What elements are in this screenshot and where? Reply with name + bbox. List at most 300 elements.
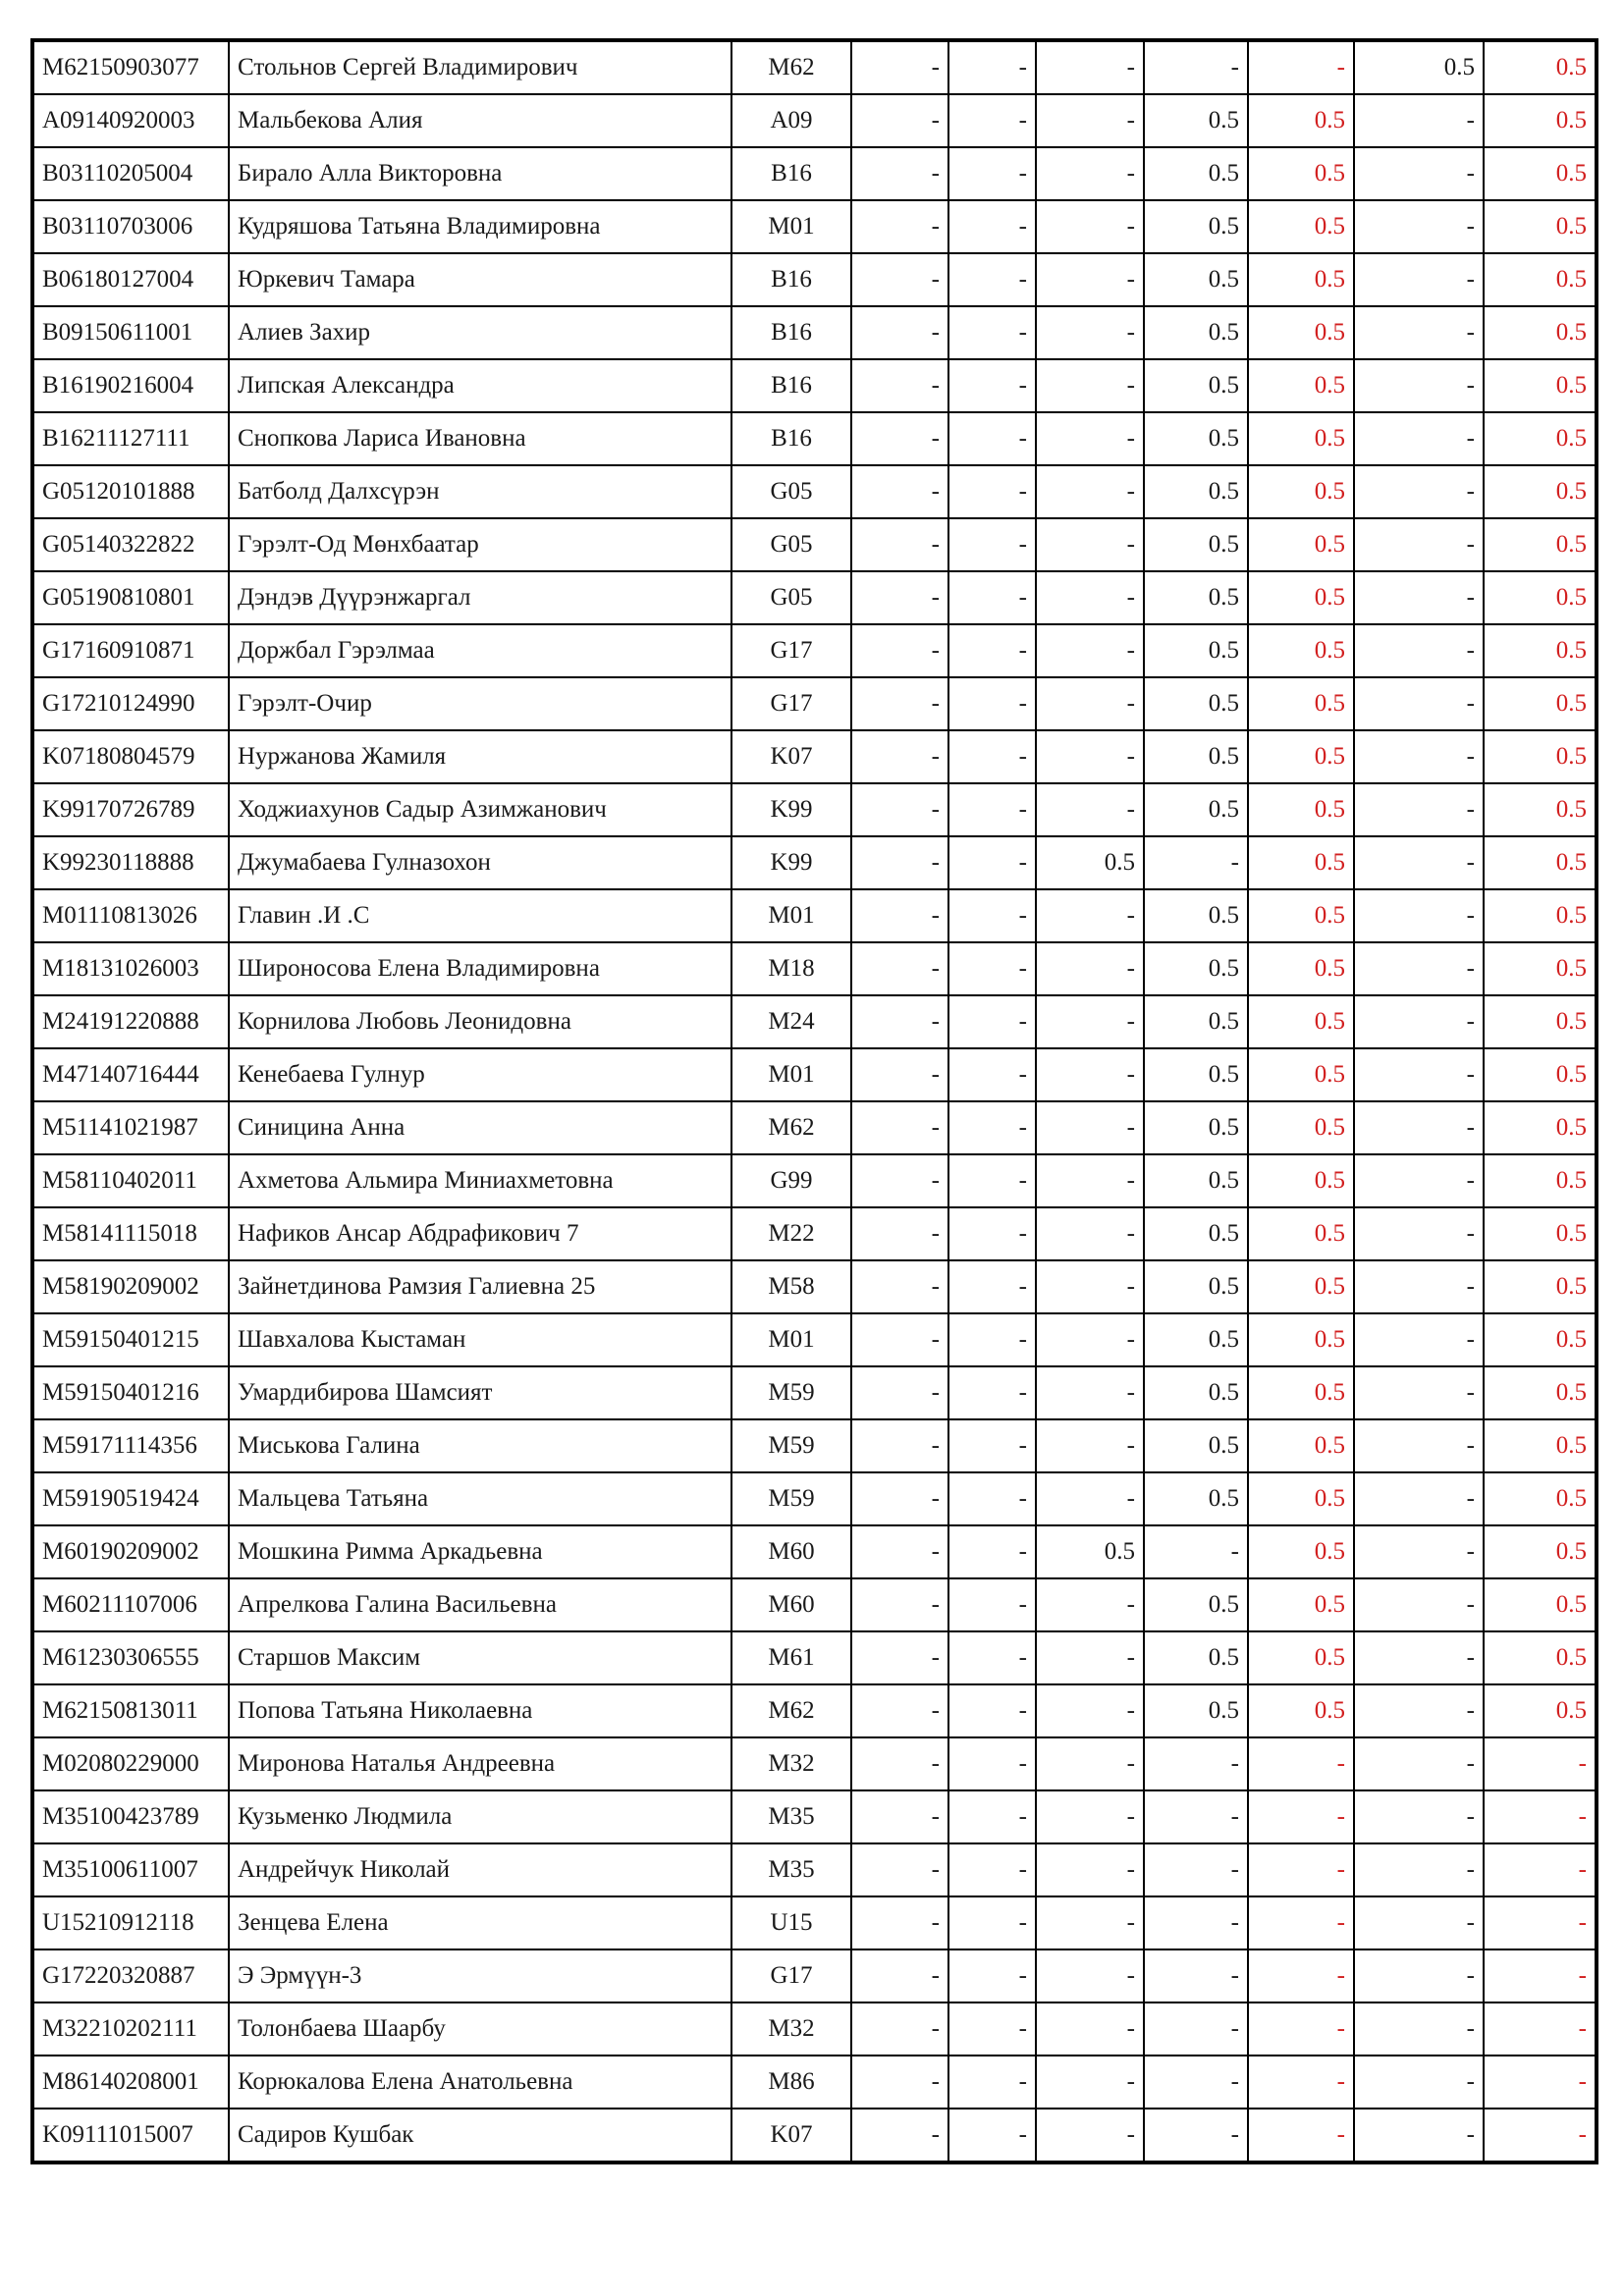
cell-score-6: - (1354, 1949, 1484, 2002)
cell-total: - (1484, 2002, 1597, 2056)
cell-score-1: - (851, 40, 948, 94)
cell-score-6: - (1354, 1684, 1484, 1737)
cell-score-1: - (851, 1419, 948, 1472)
cell-id: M01110813026 (32, 889, 229, 942)
cell-name: Старшов Максим (229, 1631, 731, 1684)
cell-id: B06180127004 (32, 253, 229, 306)
cell-score-3: - (1036, 147, 1144, 200)
cell-score-4: - (1144, 1790, 1248, 1843)
table-row (32, 995, 1597, 1048)
cell-score-4: 0.5 (1144, 1472, 1248, 1525)
cell-score-1: - (851, 200, 948, 253)
cell-score-1: - (851, 1154, 948, 1207)
cell-score-4: - (1144, 1896, 1248, 1949)
cell-score-5: 0.5 (1248, 1419, 1354, 1472)
cell-score-4: 0.5 (1144, 1313, 1248, 1366)
cell-score-5: 0.5 (1248, 1048, 1354, 1101)
cell-id: K99230118888 (32, 836, 229, 889)
cell-score-6: - (1354, 200, 1484, 253)
cell-score-3: - (1036, 359, 1144, 412)
cell-score-3: - (1036, 783, 1144, 836)
cell-score-3: - (1036, 1737, 1144, 1790)
cell-score-2: - (948, 465, 1036, 518)
cell-score-2: - (948, 253, 1036, 306)
cell-name: Э Эрмүүн-3 (229, 1949, 731, 2002)
cell-score-3: - (1036, 1048, 1144, 1101)
cell-score-2: - (948, 94, 1036, 147)
cell-score-5: 0.5 (1248, 836, 1354, 889)
cell-total: - (1484, 2056, 1597, 2109)
cell-score-5: 0.5 (1248, 359, 1354, 412)
cell-code: G17 (731, 624, 851, 677)
cell-score-4: 0.5 (1144, 1048, 1248, 1101)
cell-score-5: 0.5 (1248, 1101, 1354, 1154)
cell-name: Корюкалова Елена Анатольевна (229, 2056, 731, 2109)
cell-code: M59 (731, 1472, 851, 1525)
cell-score-5: - (1248, 2056, 1354, 2109)
cell-total: 0.5 (1484, 1313, 1597, 1366)
cell-id: B03110205004 (32, 147, 229, 200)
cell-id: G05140322822 (32, 518, 229, 571)
cell-id: M18131026003 (32, 942, 229, 995)
cell-score-4: 0.5 (1144, 677, 1248, 730)
cell-code: B16 (731, 253, 851, 306)
table-row (32, 783, 1597, 836)
table-row (32, 836, 1597, 889)
cell-id: M61230306555 (32, 1631, 229, 1684)
cell-score-5: 0.5 (1248, 1366, 1354, 1419)
cell-code: M62 (731, 1684, 851, 1737)
table-row (32, 624, 1597, 677)
cell-score-1: - (851, 1790, 948, 1843)
cell-score-3: - (1036, 889, 1144, 942)
cell-score-6: - (1354, 571, 1484, 624)
cell-code: M62 (731, 1101, 851, 1154)
cell-name: Зенцева Елена (229, 1896, 731, 1949)
cell-score-3: - (1036, 624, 1144, 677)
cell-score-6: - (1354, 1896, 1484, 1949)
cell-score-6: - (1354, 1101, 1484, 1154)
table-row (32, 1207, 1597, 1260)
cell-name: Нафиков Ансар Абдрафикович 7 (229, 1207, 731, 1260)
cell-score-2: - (948, 200, 1036, 253)
cell-score-5: 0.5 (1248, 624, 1354, 677)
cell-name: Садиров Кушбак (229, 2109, 731, 2163)
cell-score-2: - (948, 889, 1036, 942)
cell-code: M62 (731, 40, 851, 94)
cell-code: G17 (731, 677, 851, 730)
cell-score-3: - (1036, 2002, 1144, 2056)
cell-name: Кузьменко Людмила (229, 1790, 731, 1843)
cell-code: B16 (731, 359, 851, 412)
cell-score-5: 0.5 (1248, 1525, 1354, 1578)
cell-total: 0.5 (1484, 1260, 1597, 1313)
cell-score-2: - (948, 2002, 1036, 2056)
cell-score-2: - (948, 942, 1036, 995)
cell-score-6: - (1354, 1525, 1484, 1578)
cell-id: M02080229000 (32, 1737, 229, 1790)
cell-score-6: - (1354, 1313, 1484, 1366)
cell-score-6: - (1354, 2056, 1484, 2109)
table-row (32, 253, 1597, 306)
table-row (32, 1472, 1597, 1525)
cell-score-6: - (1354, 889, 1484, 942)
cell-score-2: - (948, 1525, 1036, 1578)
cell-score-3: - (1036, 412, 1144, 465)
cell-score-1: - (851, 2002, 948, 2056)
cell-score-3: - (1036, 1154, 1144, 1207)
cell-id: M35100611007 (32, 1843, 229, 1896)
cell-id: M59190519424 (32, 1472, 229, 1525)
cell-score-5: 0.5 (1248, 1631, 1354, 1684)
cell-id: M24191220888 (32, 995, 229, 1048)
cell-score-2: - (948, 1048, 1036, 1101)
table-row (32, 1631, 1597, 1684)
table-row (32, 1949, 1597, 2002)
table-row (32, 359, 1597, 412)
cell-score-4: - (1144, 40, 1248, 94)
cell-code: M22 (731, 1207, 851, 1260)
cell-score-4: 0.5 (1144, 147, 1248, 200)
cell-id: U15210912118 (32, 1896, 229, 1949)
cell-name: Попова Татьяна Николаевна (229, 1684, 731, 1737)
cell-name: Кудряшова Татьяна Владимировна (229, 200, 731, 253)
cell-id: M58190209002 (32, 1260, 229, 1313)
cell-total: 0.5 (1484, 1419, 1597, 1472)
cell-id: M32210202111 (32, 2002, 229, 2056)
cell-score-3: - (1036, 1790, 1144, 1843)
cell-score-3: - (1036, 200, 1144, 253)
cell-score-2: - (948, 1896, 1036, 1949)
cell-score-1: - (851, 253, 948, 306)
cell-score-4: 0.5 (1144, 359, 1248, 412)
cell-score-4: 0.5 (1144, 1154, 1248, 1207)
cell-score-6: - (1354, 677, 1484, 730)
cell-code: M01 (731, 200, 851, 253)
cell-score-5: - (1248, 40, 1354, 94)
cell-score-3: - (1036, 995, 1144, 1048)
cell-score-1: - (851, 518, 948, 571)
cell-score-4: - (1144, 2109, 1248, 2163)
table-row (32, 518, 1597, 571)
cell-score-4: 0.5 (1144, 1366, 1248, 1419)
table-row (32, 1578, 1597, 1631)
cell-score-3: - (1036, 1631, 1144, 1684)
cell-code: M01 (731, 1313, 851, 1366)
cell-score-3: - (1036, 1313, 1144, 1366)
cell-score-2: - (948, 518, 1036, 571)
cell-score-3: - (1036, 1896, 1144, 1949)
cell-id: B09150611001 (32, 306, 229, 359)
cell-score-2: - (948, 412, 1036, 465)
table-row (32, 1313, 1597, 1366)
cell-score-6: - (1354, 1207, 1484, 1260)
table-row (32, 942, 1597, 995)
table-row (32, 200, 1597, 253)
cell-score-1: - (851, 889, 948, 942)
results-table (30, 38, 1598, 2164)
cell-score-3: - (1036, 1207, 1144, 1260)
table-row (32, 1260, 1597, 1313)
table-row (32, 2056, 1597, 2109)
cell-code: B16 (731, 306, 851, 359)
cell-score-6: - (1354, 1154, 1484, 1207)
cell-score-3: - (1036, 518, 1144, 571)
cell-total: - (1484, 1737, 1597, 1790)
cell-score-1: - (851, 1684, 948, 1737)
table-row (32, 2109, 1597, 2163)
cell-score-5: 0.5 (1248, 518, 1354, 571)
cell-name: Гэрэлт-Од Мөнхбаатар (229, 518, 731, 571)
cell-score-5: 0.5 (1248, 253, 1354, 306)
cell-name: Главин .И .С (229, 889, 731, 942)
cell-score-2: - (948, 1790, 1036, 1843)
table-row (32, 1366, 1597, 1419)
cell-id: M58141115018 (32, 1207, 229, 1260)
cell-total: 0.5 (1484, 677, 1597, 730)
cell-total: 0.5 (1484, 1154, 1597, 1207)
cell-id: G17220320887 (32, 1949, 229, 2002)
cell-score-4: 0.5 (1144, 1578, 1248, 1631)
cell-score-4: 0.5 (1144, 253, 1248, 306)
cell-code: M59 (731, 1419, 851, 1472)
table-row (32, 1790, 1597, 1843)
cell-name: Липская Александра (229, 359, 731, 412)
cell-score-3: - (1036, 1260, 1144, 1313)
cell-code: B16 (731, 147, 851, 200)
cell-id: B03110703006 (32, 200, 229, 253)
cell-score-1: - (851, 306, 948, 359)
cell-total: 0.5 (1484, 359, 1597, 412)
cell-score-6: - (1354, 1578, 1484, 1631)
cell-score-3: - (1036, 1366, 1144, 1419)
cell-name: Бирало Алла Викторовна (229, 147, 731, 200)
cell-score-1: - (851, 2109, 948, 2163)
cell-name: Мальбекова Алия (229, 94, 731, 147)
cell-total: - (1484, 1843, 1597, 1896)
cell-score-6: - (1354, 1472, 1484, 1525)
cell-score-5: 0.5 (1248, 465, 1354, 518)
cell-score-1: - (851, 1313, 948, 1366)
cell-score-1: - (851, 2056, 948, 2109)
cell-score-4: 0.5 (1144, 889, 1248, 942)
cell-name: Нуржанова Жамиля (229, 730, 731, 783)
cell-score-1: - (851, 1472, 948, 1525)
table-row (32, 2002, 1597, 2056)
cell-id: M59150401216 (32, 1366, 229, 1419)
cell-code: K99 (731, 836, 851, 889)
cell-score-6: - (1354, 836, 1484, 889)
cell-total: - (1484, 1949, 1597, 2002)
cell-score-1: - (851, 1207, 948, 1260)
cell-score-1: - (851, 730, 948, 783)
cell-score-3: - (1036, 253, 1144, 306)
cell-code: M61 (731, 1631, 851, 1684)
cell-code: M59 (731, 1366, 851, 1419)
cell-score-2: - (948, 1843, 1036, 1896)
cell-score-4: 0.5 (1144, 1631, 1248, 1684)
cell-id: M62150903077 (32, 40, 229, 94)
cell-code: K99 (731, 783, 851, 836)
cell-score-4: 0.5 (1144, 200, 1248, 253)
cell-name: Корнилова Любовь Леонидовна (229, 995, 731, 1048)
cell-score-2: - (948, 306, 1036, 359)
cell-score-6: - (1354, 1790, 1484, 1843)
cell-score-2: - (948, 2109, 1036, 2163)
cell-name: Синицина Анна (229, 1101, 731, 1154)
table-body (32, 40, 1597, 2163)
cell-score-6: - (1354, 1260, 1484, 1313)
cell-score-6: - (1354, 995, 1484, 1048)
cell-score-4: 0.5 (1144, 306, 1248, 359)
cell-score-4: 0.5 (1144, 465, 1248, 518)
cell-score-6: - (1354, 518, 1484, 571)
cell-score-1: - (851, 1366, 948, 1419)
cell-code: G05 (731, 571, 851, 624)
cell-score-4: - (1144, 1949, 1248, 2002)
cell-score-4: 0.5 (1144, 1207, 1248, 1260)
table-row (32, 1101, 1597, 1154)
cell-id: M59150401215 (32, 1313, 229, 1366)
cell-score-1: - (851, 1949, 948, 2002)
cell-score-4: 0.5 (1144, 624, 1248, 677)
cell-score-2: - (948, 147, 1036, 200)
cell-score-5: 0.5 (1248, 571, 1354, 624)
cell-code: M32 (731, 2002, 851, 2056)
cell-id: M60211107006 (32, 1578, 229, 1631)
cell-total: 0.5 (1484, 836, 1597, 889)
cell-id: M47140716444 (32, 1048, 229, 1101)
cell-score-4: 0.5 (1144, 412, 1248, 465)
table-row (32, 412, 1597, 465)
cell-id: B16211127111 (32, 412, 229, 465)
cell-total: - (1484, 1790, 1597, 1843)
cell-score-2: - (948, 624, 1036, 677)
table-row (32, 1843, 1597, 1896)
cell-name: Гэрэлт-Очир (229, 677, 731, 730)
cell-score-4: 0.5 (1144, 94, 1248, 147)
cell-score-4: - (1144, 1525, 1248, 1578)
cell-score-3: - (1036, 677, 1144, 730)
cell-id: A09140920003 (32, 94, 229, 147)
cell-code: G05 (731, 465, 851, 518)
cell-score-6: - (1354, 1843, 1484, 1896)
cell-name: Миськова Галина (229, 1419, 731, 1472)
cell-score-2: - (948, 995, 1036, 1048)
cell-score-1: - (851, 571, 948, 624)
cell-id: M35100423789 (32, 1790, 229, 1843)
cell-score-6: - (1354, 1366, 1484, 1419)
cell-score-3: - (1036, 730, 1144, 783)
cell-score-4: 0.5 (1144, 1101, 1248, 1154)
cell-total: 0.5 (1484, 942, 1597, 995)
cell-name: Толонбаева Шаарбу (229, 2002, 731, 2056)
cell-name: Юркевич Тамара (229, 253, 731, 306)
cell-code: M58 (731, 1260, 851, 1313)
cell-id: K07180804579 (32, 730, 229, 783)
cell-score-6: - (1354, 730, 1484, 783)
cell-score-6: - (1354, 359, 1484, 412)
cell-score-4: 0.5 (1144, 995, 1248, 1048)
cell-score-4: 0.5 (1144, 1684, 1248, 1737)
cell-score-5: - (1248, 1737, 1354, 1790)
cell-score-3: - (1036, 571, 1144, 624)
cell-id: G05190810801 (32, 571, 229, 624)
cell-total: 0.5 (1484, 1101, 1597, 1154)
cell-score-6: - (1354, 147, 1484, 200)
cell-total: 0.5 (1484, 465, 1597, 518)
cell-score-4: - (1144, 1843, 1248, 1896)
cell-total: 0.5 (1484, 571, 1597, 624)
table-row (32, 1048, 1597, 1101)
cell-code: M60 (731, 1525, 851, 1578)
cell-total: 0.5 (1484, 1366, 1597, 1419)
cell-name: Доржбал Гэрэлмаа (229, 624, 731, 677)
cell-score-1: - (851, 942, 948, 995)
cell-score-2: - (948, 1207, 1036, 1260)
cell-total: 0.5 (1484, 253, 1597, 306)
cell-name: Апрелкова Галина Васильевна (229, 1578, 731, 1631)
cell-score-1: - (851, 783, 948, 836)
cell-score-6: - (1354, 94, 1484, 147)
cell-code: M32 (731, 1737, 851, 1790)
cell-score-3: - (1036, 2056, 1144, 2109)
cell-total: 0.5 (1484, 1631, 1597, 1684)
cell-total: 0.5 (1484, 1684, 1597, 1737)
cell-total: 0.5 (1484, 1578, 1597, 1631)
cell-id: B16190216004 (32, 359, 229, 412)
cell-score-3: - (1036, 465, 1144, 518)
cell-score-2: - (948, 1949, 1036, 2002)
table-row (32, 1525, 1597, 1578)
cell-total: 0.5 (1484, 1472, 1597, 1525)
cell-score-1: - (851, 995, 948, 1048)
cell-score-4: 0.5 (1144, 1419, 1248, 1472)
cell-code: M24 (731, 995, 851, 1048)
cell-code: A09 (731, 94, 851, 147)
cell-total: 0.5 (1484, 94, 1597, 147)
cell-id: M59171114356 (32, 1419, 229, 1472)
cell-code: K07 (731, 730, 851, 783)
cell-score-3: - (1036, 306, 1144, 359)
cell-score-6: - (1354, 306, 1484, 359)
cell-score-5: 0.5 (1248, 1684, 1354, 1737)
cell-total: 0.5 (1484, 624, 1597, 677)
cell-total: 0.5 (1484, 1207, 1597, 1260)
cell-score-2: - (948, 1472, 1036, 1525)
cell-score-2: - (948, 359, 1036, 412)
cell-score-4: 0.5 (1144, 1260, 1248, 1313)
cell-score-5: 0.5 (1248, 1578, 1354, 1631)
table-row (32, 40, 1597, 94)
cell-score-5: 0.5 (1248, 1260, 1354, 1313)
cell-id: M86140208001 (32, 2056, 229, 2109)
cell-total: - (1484, 2109, 1597, 2163)
cell-name: Алиев Захир (229, 306, 731, 359)
cell-score-2: - (948, 1154, 1036, 1207)
table-row (32, 306, 1597, 359)
cell-score-5: - (1248, 1790, 1354, 1843)
cell-code: M60 (731, 1578, 851, 1631)
cell-score-5: - (1248, 2002, 1354, 2056)
cell-score-5: 0.5 (1248, 1472, 1354, 1525)
cell-id: G05120101888 (32, 465, 229, 518)
cell-score-1: - (851, 1578, 948, 1631)
cell-name: Мальцева Татьяна (229, 1472, 731, 1525)
cell-score-2: - (948, 1366, 1036, 1419)
cell-code: M35 (731, 1843, 851, 1896)
table-row (32, 94, 1597, 147)
